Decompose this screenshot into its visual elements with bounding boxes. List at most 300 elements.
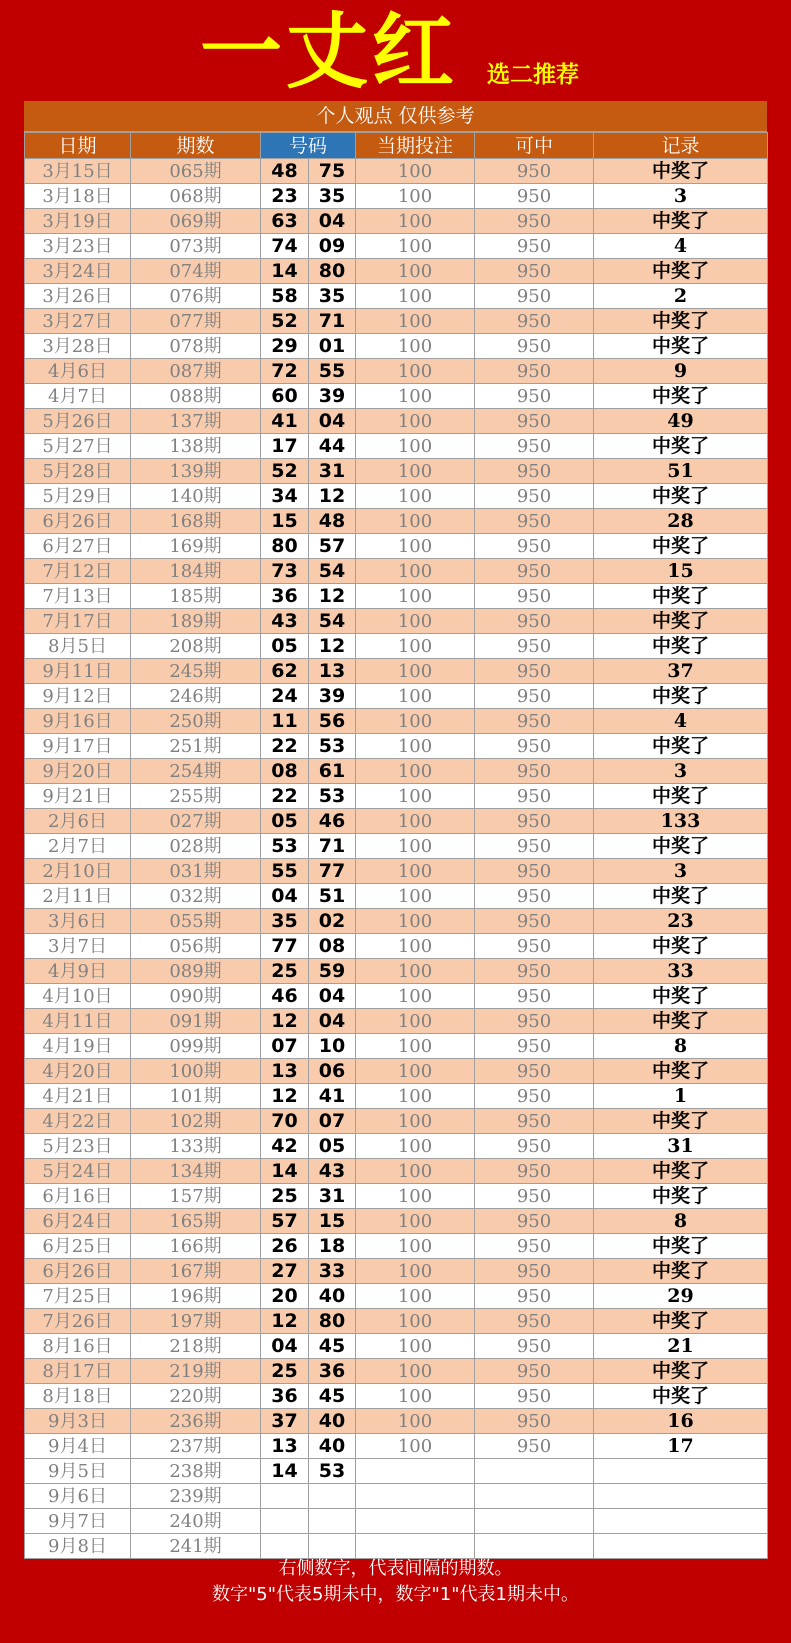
cell-number-1: 12	[261, 1009, 309, 1034]
cell-win: 950	[475, 1209, 594, 1234]
cell-period: 240期	[131, 1509, 261, 1534]
cell-period: 169期	[131, 534, 261, 559]
cell-number-2: 53	[309, 1459, 356, 1484]
cell-win: 950	[475, 909, 594, 934]
cell-number-2: 35	[309, 284, 356, 309]
cell-date: 6月25日	[25, 1234, 131, 1259]
cell-period: 100期	[131, 1059, 261, 1084]
cell-date: 5月24日	[25, 1159, 131, 1184]
cell-period: 196期	[131, 1284, 261, 1309]
cell-win: 950	[475, 434, 594, 459]
cell-record: 9	[594, 359, 768, 384]
cell-date: 4月6日	[25, 359, 131, 384]
cell-number-2: 77	[309, 859, 356, 884]
cell-period: 076期	[131, 284, 261, 309]
cell-record	[594, 1509, 768, 1534]
cell-number-1: 14	[261, 259, 309, 284]
recommendation-table	[24, 132, 768, 1559]
cell-win: 950	[475, 1009, 594, 1034]
cell-win	[475, 1534, 594, 1559]
cell-number-1: 43	[261, 609, 309, 634]
cell-number-1: 36	[261, 584, 309, 609]
cell-win: 950	[475, 409, 594, 434]
cell-period: 065期	[131, 159, 261, 184]
cell-win: 950	[475, 1334, 594, 1359]
cell-number-1: 42	[261, 1134, 309, 1159]
cell-period: 167期	[131, 1259, 261, 1284]
cell-date: 9月3日	[25, 1409, 131, 1434]
cell-bet: 100	[356, 1334, 475, 1359]
cell-win: 950	[475, 809, 594, 834]
cell-win: 950	[475, 759, 594, 784]
cell-number-2: 39	[309, 684, 356, 709]
cell-number-2: 04	[309, 1009, 356, 1034]
cell-number-2: 09	[309, 234, 356, 259]
cell-number-2	[309, 1509, 356, 1534]
cell-record	[594, 1484, 768, 1509]
cell-number-1: 11	[261, 709, 309, 734]
cell-period: 219期	[131, 1359, 261, 1384]
cell-number-2: 31	[309, 459, 356, 484]
cell-period: 245期	[131, 659, 261, 684]
cell-number-2: 07	[309, 1109, 356, 1134]
cell-win: 950	[475, 1284, 594, 1309]
cell-date: 2月11日	[25, 884, 131, 909]
cell-record: 15	[594, 559, 768, 584]
cell-number-2: 46	[309, 809, 356, 834]
cell-number-2: 12	[309, 484, 356, 509]
cell-number-2: 53	[309, 784, 356, 809]
cell-record: 中奖了	[594, 984, 768, 1009]
cell-record: 中奖了	[594, 309, 768, 334]
cell-number-2: 45	[309, 1334, 356, 1359]
cell-date: 3月18日	[25, 184, 131, 209]
cell-bet: 100	[356, 809, 475, 834]
table-row	[25, 1259, 768, 1284]
cell-record: 4	[594, 709, 768, 734]
cell-record: 中奖了	[594, 259, 768, 284]
cell-bet: 100	[356, 484, 475, 509]
cell-number-2: 48	[309, 509, 356, 534]
cell-win: 950	[475, 559, 594, 584]
cell-record: 中奖了	[594, 1359, 768, 1384]
cell-date: 7月12日	[25, 559, 131, 584]
cell-period: 157期	[131, 1184, 261, 1209]
page-subtitle: 选二推荐	[487, 61, 579, 88]
column-header-period: 期数	[131, 133, 261, 159]
cell-period: 250期	[131, 709, 261, 734]
cell-bet: 100	[356, 909, 475, 934]
cell-bet: 100	[356, 1009, 475, 1034]
cell-record: 3	[594, 184, 768, 209]
cell-win	[475, 1484, 594, 1509]
cell-win: 950	[475, 259, 594, 284]
cell-date: 3月24日	[25, 259, 131, 284]
cell-date: 3月15日	[25, 159, 131, 184]
cell-win: 950	[475, 509, 594, 534]
table-row	[25, 259, 768, 284]
cell-date: 4月19日	[25, 1034, 131, 1059]
cell-number-2: 80	[309, 1309, 356, 1334]
cell-date: 9月17日	[25, 734, 131, 759]
cell-date: 7月25日	[25, 1284, 131, 1309]
cell-win: 950	[475, 1234, 594, 1259]
cell-win: 950	[475, 159, 594, 184]
footer-line-1: 右侧数字，代表间隔的期数。	[278, 1558, 513, 1579]
cell-date: 5月26日	[25, 409, 131, 434]
cell-number-1: 25	[261, 1184, 309, 1209]
cell-win: 950	[475, 1434, 594, 1459]
cell-bet: 100	[356, 284, 475, 309]
cell-win: 950	[475, 309, 594, 334]
cell-number-2: 80	[309, 259, 356, 284]
cell-record: 中奖了	[594, 1384, 768, 1409]
cell-number-1: 04	[261, 1334, 309, 1359]
table-body	[25, 159, 768, 1559]
cell-number-2	[309, 1484, 356, 1509]
disclaimer-banner: 个人观点 仅供参考	[24, 101, 767, 132]
cell-number-1: 07	[261, 1034, 309, 1059]
cell-number-1: 74	[261, 234, 309, 259]
cell-win: 950	[475, 484, 594, 509]
cell-win: 950	[475, 984, 594, 1009]
cell-record: 中奖了	[594, 584, 768, 609]
cell-number-1: 46	[261, 984, 309, 1009]
cell-record: 28	[594, 509, 768, 534]
cell-bet: 100	[356, 734, 475, 759]
cell-bet: 100	[356, 359, 475, 384]
table-row	[25, 209, 768, 234]
table-row	[25, 459, 768, 484]
cell-win: 950	[475, 959, 594, 984]
cell-record: 中奖了	[594, 434, 768, 459]
cell-record: 中奖了	[594, 334, 768, 359]
cell-win: 950	[475, 1384, 594, 1409]
page-title: 一丈红	[200, 4, 459, 100]
cell-number-2: 31	[309, 1184, 356, 1209]
cell-number-1: 58	[261, 284, 309, 309]
cell-date: 6月16日	[25, 1184, 131, 1209]
cell-bet: 100	[356, 1284, 475, 1309]
cell-number-1: 24	[261, 684, 309, 709]
cell-period: 218期	[131, 1334, 261, 1359]
cell-number-2: 12	[309, 584, 356, 609]
cell-number-2: 71	[309, 309, 356, 334]
table-row	[25, 1234, 768, 1259]
cell-record: 中奖了	[594, 484, 768, 509]
cell-bet: 100	[356, 1184, 475, 1209]
cell-bet: 100	[356, 759, 475, 784]
table-row	[25, 884, 768, 909]
cell-record: 中奖了	[594, 609, 768, 634]
table-row	[25, 984, 768, 1009]
cell-number-2: 59	[309, 959, 356, 984]
cell-bet: 100	[356, 609, 475, 634]
cell-date: 2月6日	[25, 809, 131, 834]
table-row	[25, 159, 768, 184]
cell-record: 中奖了	[594, 634, 768, 659]
cell-bet: 100	[356, 1234, 475, 1259]
cell-win: 950	[475, 284, 594, 309]
cell-period: 140期	[131, 484, 261, 509]
cell-number-2: 53	[309, 734, 356, 759]
cell-period: 220期	[131, 1384, 261, 1409]
cell-bet: 100	[356, 334, 475, 359]
table-row	[25, 1284, 768, 1309]
cell-record: 17	[594, 1434, 768, 1459]
column-header-bet: 当期投注	[356, 133, 475, 159]
cell-number-1: 55	[261, 859, 309, 884]
cell-bet: 100	[356, 434, 475, 459]
cell-bet: 100	[356, 1059, 475, 1084]
cell-record: 23	[594, 909, 768, 934]
cell-record: 中奖了	[594, 884, 768, 909]
table-row	[25, 1209, 768, 1234]
table-row	[25, 559, 768, 584]
cell-number-2: 02	[309, 909, 356, 934]
cell-number-1: 37	[261, 1409, 309, 1434]
cell-win: 950	[475, 1109, 594, 1134]
table-row	[25, 659, 768, 684]
table-row	[25, 284, 768, 309]
cell-period: 166期	[131, 1234, 261, 1259]
cell-bet: 100	[356, 1309, 475, 1334]
cell-period: 134期	[131, 1159, 261, 1184]
cell-record: 133	[594, 809, 768, 834]
cell-win	[475, 1509, 594, 1534]
table-row	[25, 1434, 768, 1459]
cell-win: 950	[475, 184, 594, 209]
cell-number-1: 70	[261, 1109, 309, 1134]
cell-number-1: 04	[261, 884, 309, 909]
cell-date: 2月7日	[25, 834, 131, 859]
cell-bet: 100	[356, 659, 475, 684]
cell-win: 950	[475, 209, 594, 234]
cell-period: 099期	[131, 1034, 261, 1059]
cell-date: 4月20日	[25, 1059, 131, 1084]
table-row	[25, 409, 768, 434]
table-row	[25, 1334, 768, 1359]
cell-number-1	[261, 1484, 309, 1509]
table-row	[25, 1359, 768, 1384]
cell-number-1: 14	[261, 1159, 309, 1184]
cell-number-1: 53	[261, 834, 309, 859]
cell-win: 950	[475, 784, 594, 809]
cell-record: 29	[594, 1284, 768, 1309]
cell-bet: 100	[356, 959, 475, 984]
cell-win	[475, 1459, 594, 1484]
cell-bet: 100	[356, 634, 475, 659]
cell-bet	[356, 1534, 475, 1559]
cell-date: 6月24日	[25, 1209, 131, 1234]
table-row	[25, 809, 768, 834]
cell-date: 3月27日	[25, 309, 131, 334]
table-row	[25, 1509, 768, 1534]
cell-bet: 100	[356, 559, 475, 584]
cell-bet: 100	[356, 584, 475, 609]
cell-bet: 100	[356, 1159, 475, 1184]
column-header-numbers: 号码	[261, 133, 356, 159]
cell-record: 31	[594, 1134, 768, 1159]
cell-record: 中奖了	[594, 784, 768, 809]
cell-number-1: 14	[261, 1459, 309, 1484]
cell-win: 950	[475, 1359, 594, 1384]
cell-date: 9月16日	[25, 709, 131, 734]
cell-record: 中奖了	[594, 534, 768, 559]
cell-period: 088期	[131, 384, 261, 409]
cell-number-2: 56	[309, 709, 356, 734]
cell-date: 7月26日	[25, 1309, 131, 1334]
cell-number-2: 36	[309, 1359, 356, 1384]
cell-date: 2月10日	[25, 859, 131, 884]
cell-record: 8	[594, 1209, 768, 1234]
cell-number-1: 27	[261, 1259, 309, 1284]
cell-period: 236期	[131, 1409, 261, 1434]
table-row	[25, 1084, 768, 1109]
cell-date: 9月6日	[25, 1484, 131, 1509]
cell-win: 950	[475, 934, 594, 959]
cell-record: 中奖了	[594, 834, 768, 859]
cell-bet: 100	[356, 234, 475, 259]
cell-date: 4月22日	[25, 1109, 131, 1134]
cell-number-2: 01	[309, 334, 356, 359]
cell-bet: 100	[356, 784, 475, 809]
cell-bet: 100	[356, 859, 475, 884]
cell-number-1: 25	[261, 959, 309, 984]
table-row	[25, 1009, 768, 1034]
column-header-win: 可中	[475, 133, 594, 159]
cell-bet: 100	[356, 1109, 475, 1134]
table-row	[25, 759, 768, 784]
cell-win: 950	[475, 684, 594, 709]
cell-number-1: 72	[261, 359, 309, 384]
cell-date: 8月18日	[25, 1384, 131, 1409]
cell-number-2: 61	[309, 759, 356, 784]
cell-bet: 100	[356, 534, 475, 559]
cell-number-1: 22	[261, 784, 309, 809]
cell-bet: 100	[356, 259, 475, 284]
cell-record: 中奖了	[594, 1059, 768, 1084]
cell-date: 8月16日	[25, 1334, 131, 1359]
cell-number-2: 13	[309, 659, 356, 684]
cell-bet: 100	[356, 1134, 475, 1159]
cell-record: 中奖了	[594, 684, 768, 709]
table-row	[25, 709, 768, 734]
cell-date: 9月11日	[25, 659, 131, 684]
cell-date: 5月23日	[25, 1134, 131, 1159]
cell-win: 950	[475, 459, 594, 484]
table-row	[25, 359, 768, 384]
cell-number-1	[261, 1509, 309, 1534]
cell-win: 950	[475, 234, 594, 259]
cell-number-2: 40	[309, 1284, 356, 1309]
table-row	[25, 334, 768, 359]
cell-period: 138期	[131, 434, 261, 459]
cell-bet: 100	[356, 209, 475, 234]
cell-number-2: 40	[309, 1434, 356, 1459]
cell-date: 7月17日	[25, 609, 131, 634]
cell-date: 3月19日	[25, 209, 131, 234]
cell-number-2: 71	[309, 834, 356, 859]
cell-record: 1	[594, 1084, 768, 1109]
table-row	[25, 684, 768, 709]
cell-period: 237期	[131, 1434, 261, 1459]
table-row	[25, 1534, 768, 1559]
cell-record: 33	[594, 959, 768, 984]
cell-win: 950	[475, 709, 594, 734]
table-row	[25, 309, 768, 334]
cell-record: 3	[594, 759, 768, 784]
cell-bet: 100	[356, 1434, 475, 1459]
cell-record: 21	[594, 1334, 768, 1359]
table-row	[25, 959, 768, 984]
cell-period: 246期	[131, 684, 261, 709]
cell-number-2: 75	[309, 159, 356, 184]
cell-date: 4月10日	[25, 984, 131, 1009]
cell-period: 189期	[131, 609, 261, 634]
cell-period: 197期	[131, 1309, 261, 1334]
cell-record: 37	[594, 659, 768, 684]
cell-record: 中奖了	[594, 1159, 768, 1184]
table-row	[25, 234, 768, 259]
cell-bet: 100	[356, 934, 475, 959]
cell-win: 950	[475, 584, 594, 609]
cell-win: 950	[475, 384, 594, 409]
table-row	[25, 1184, 768, 1209]
cell-date: 5月29日	[25, 484, 131, 509]
cell-number-1: 29	[261, 334, 309, 359]
cell-period: 074期	[131, 259, 261, 284]
cell-date: 3月26日	[25, 284, 131, 309]
cell-date: 7月13日	[25, 584, 131, 609]
cell-number-2: 39	[309, 384, 356, 409]
cell-period: 241期	[131, 1534, 261, 1559]
cell-number-2: 40	[309, 1409, 356, 1434]
cell-record: 中奖了	[594, 934, 768, 959]
cell-number-1: 26	[261, 1234, 309, 1259]
cell-period: 028期	[131, 834, 261, 859]
cell-record: 4	[594, 234, 768, 259]
cell-number-1: 52	[261, 309, 309, 334]
cell-bet: 100	[356, 884, 475, 909]
cell-number-2: 45	[309, 1384, 356, 1409]
cell-number-1	[261, 1534, 309, 1559]
cell-record: 中奖了	[594, 734, 768, 759]
cell-period: 254期	[131, 759, 261, 784]
column-header-row	[25, 133, 768, 159]
cell-period: 168期	[131, 509, 261, 534]
cell-record: 3	[594, 859, 768, 884]
cell-period: 185期	[131, 584, 261, 609]
cell-number-1: 20	[261, 1284, 309, 1309]
table-row	[25, 434, 768, 459]
table-row	[25, 834, 768, 859]
cell-number-1: 35	[261, 909, 309, 934]
cell-date: 8月17日	[25, 1359, 131, 1384]
footer-note	[0, 1556, 791, 1608]
cell-record: 49	[594, 409, 768, 434]
cell-number-1: 52	[261, 459, 309, 484]
cell-bet: 100	[356, 684, 475, 709]
table-row	[25, 1059, 768, 1084]
cell-period: 068期	[131, 184, 261, 209]
cell-bet: 100	[356, 384, 475, 409]
cell-number-2: 10	[309, 1034, 356, 1059]
cell-date: 9月7日	[25, 1509, 131, 1534]
cell-record: 8	[594, 1034, 768, 1059]
cell-record: 中奖了	[594, 159, 768, 184]
cell-period: 078期	[131, 334, 261, 359]
